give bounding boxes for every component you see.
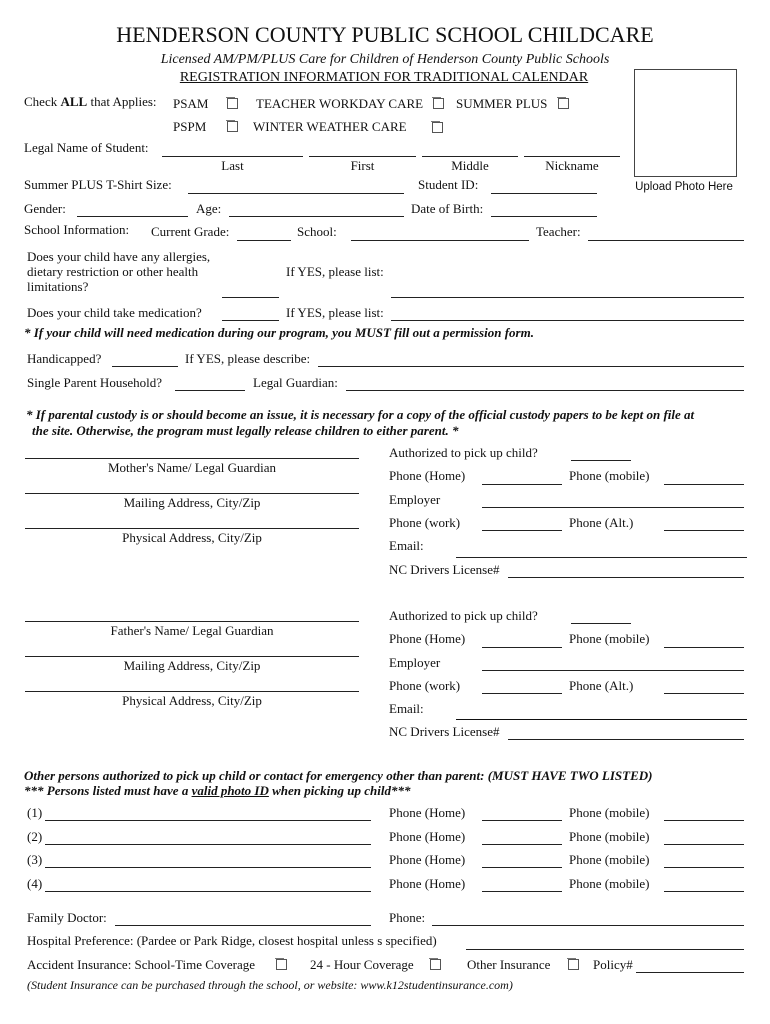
dob-field[interactable] (491, 216, 597, 217)
gender-field[interactable] (77, 216, 188, 217)
contact-phone-home-field[interactable] (482, 844, 562, 845)
student-id-field[interactable] (491, 193, 597, 194)
contact-name-field[interactable] (45, 820, 371, 821)
father-name-caption: Father's Name/ Legal Guardian (110, 623, 274, 638)
mother-phone-home-label: Phone (Home) (389, 468, 466, 483)
mother-physical-caption: Physical Address, City/Zip (122, 530, 262, 545)
mother-authorized-label: Authorized to pick up child? (389, 445, 538, 460)
contact-phone-home-label: Phone (Home) (389, 829, 466, 844)
contact-phone-home-label: Phone (Home) (389, 852, 466, 867)
custody-note-line1: * If parental custody is or should become an issue, it is necessary for a copy of the official custody papers to be kept on file at (26, 407, 695, 422)
winter-weather-checkbox[interactable] (432, 122, 443, 133)
family-doctor-field[interactable] (115, 925, 371, 926)
mother-phone-home-field[interactable] (482, 484, 562, 485)
doctor-phone-field[interactable] (432, 925, 744, 926)
medication-if-yes-label: If YES, please list: (286, 305, 384, 320)
father-license-label: NC Drivers License# (389, 724, 500, 739)
photo-upload-label[interactable]: Upload Photo Here (635, 181, 733, 193)
mother-mailing-caption: Mailing Address, City/Zip (123, 495, 261, 510)
mother-email-label: Email: (389, 538, 424, 553)
teacher-field[interactable] (588, 240, 744, 241)
mother-name-field[interactable] (25, 458, 359, 459)
mother-phone-work-field[interactable] (482, 530, 562, 531)
school-label: School: (297, 224, 337, 239)
last-name-field[interactable] (162, 156, 303, 157)
mother-employer-field[interactable] (482, 507, 744, 508)
legal-name-label: Legal Name of Student: (24, 140, 149, 155)
mother-phone-alt-field[interactable] (664, 530, 744, 531)
mother-physical-field[interactable] (25, 528, 359, 529)
current-grade-label: Current Grade: (151, 224, 230, 239)
father-phone-work-field[interactable] (482, 693, 562, 694)
contact-number: (1) (27, 805, 43, 820)
mother-phone-mobile-field[interactable] (664, 484, 744, 485)
dob-label: Date of Birth: (411, 201, 484, 216)
coverage-24-checkbox[interactable] (430, 959, 441, 970)
contact-phone-mobile-field[interactable] (664, 844, 744, 845)
contact-phone-mobile-label: Phone (mobile) (569, 876, 650, 891)
allergies-question-line1: Does your child have any allergies, (27, 249, 211, 264)
allergies-answer-field[interactable] (222, 297, 279, 298)
medication-question: Does your child take medication? (27, 305, 202, 320)
summer-plus-label: SUMMER PLUS (456, 96, 548, 111)
contact-phone-home-field[interactable] (482, 820, 562, 821)
policy-field[interactable] (636, 972, 744, 973)
mother-name-caption: Mother's Name/ Legal Guardian (107, 460, 277, 475)
last-caption: Last (221, 158, 244, 173)
first-caption: First (350, 158, 375, 173)
contact-number: (4) (27, 876, 43, 891)
mother-email-field[interactable] (456, 557, 747, 558)
father-mailing-field[interactable] (25, 656, 359, 657)
single-parent-label: Single Parent Household? (27, 375, 163, 390)
handicapped-describe-field[interactable] (318, 366, 744, 367)
age-label: Age: (196, 201, 222, 216)
summer-plus-checkbox[interactable] (558, 98, 569, 109)
father-phone-mobile-field[interactable] (664, 647, 744, 648)
psam-label: PSAM (173, 96, 209, 111)
father-email-field[interactable] (456, 719, 747, 720)
middle-name-field[interactable] (422, 156, 518, 157)
contact-name-field[interactable] (45, 867, 371, 868)
custody-note-line2: the site. Otherwise, the program must legally release children to either parent. * (32, 423, 459, 438)
photo-upload-box[interactable] (634, 69, 737, 177)
others-heading: Other persons authorized to pick up child or contact for emergency other than parent: (MUST HAVE TWO LISTED) (24, 768, 653, 783)
nickname-field[interactable] (524, 156, 620, 157)
contact-phone-home-field[interactable] (482, 867, 562, 868)
father-phone-alt-field[interactable] (664, 693, 744, 694)
contact-phone-mobile-field[interactable] (664, 891, 744, 892)
father-mailing-caption: Mailing Address, City/Zip (123, 658, 261, 673)
policy-label: Policy# (593, 957, 633, 972)
contact-phone-mobile-label: Phone (mobile) (569, 805, 650, 820)
mother-phone-mobile-label: Phone (mobile) (569, 468, 650, 483)
pspm-checkbox[interactable] (227, 121, 238, 132)
father-employer-field[interactable] (482, 670, 744, 671)
medication-list-field[interactable] (391, 320, 744, 321)
father-phone-mobile-label: Phone (mobile) (569, 631, 650, 646)
father-name-field[interactable] (25, 621, 359, 622)
psam-checkbox[interactable] (227, 98, 238, 109)
contact-phone-home-field[interactable] (482, 891, 562, 892)
father-email-label: Email: (389, 701, 424, 716)
handicapped-describe-label: If YES, please describe: (185, 351, 311, 366)
handicapped-field[interactable] (112, 366, 178, 367)
allergies-question-line2: dietary restriction or other health (27, 264, 199, 279)
nickname-caption: Nickname (545, 158, 599, 173)
contact-name-field[interactable] (45, 891, 371, 892)
accident-insurance-label: Accident Insurance: School-Time Coverage (27, 957, 256, 972)
mother-license-field[interactable] (508, 577, 744, 578)
contact-phone-mobile-label: Phone (mobile) (569, 829, 650, 844)
page-subtitle: Licensed AM/PM/PLUS Care for Children of Henderson County Public Schools (160, 52, 610, 67)
hospital-preference-label: Hospital Preference: (Pardee or Park Ridge, closest hospital unless s specified) (27, 933, 437, 948)
allergies-list-field[interactable] (391, 297, 744, 298)
mother-authorized-field[interactable] (571, 460, 631, 461)
mother-license-label: NC Drivers License# (389, 562, 500, 577)
father-employer-label: Employer (389, 655, 441, 670)
age-field[interactable] (229, 216, 404, 217)
tshirt-label: Summer PLUS T-Shirt Size: (24, 177, 172, 192)
gender-label: Gender: (24, 201, 66, 216)
hospital-preference-field[interactable] (466, 949, 744, 950)
father-phone-home-label: Phone (Home) (389, 631, 466, 646)
medication-answer-field[interactable] (222, 320, 279, 321)
photo-id-note: *** Persons listed must have a valid photo ID when picking up child*** (24, 783, 411, 798)
contact-phone-mobile-field[interactable] (664, 820, 744, 821)
mother-mailing-field[interactable] (25, 493, 359, 494)
winter-weather-label: WINTER WEATHER CARE (253, 119, 407, 134)
allergies-if-yes-label: If YES, please list: (286, 264, 384, 279)
legal-guardian-field[interactable] (346, 390, 744, 391)
tshirt-field[interactable] (188, 193, 404, 194)
father-phone-alt-label: Phone (Alt.) (569, 678, 634, 693)
doctor-phone-label: Phone: (389, 910, 426, 925)
father-authorized-label: Authorized to pick up child? (389, 608, 538, 623)
other-insurance-label: Other Insurance (467, 957, 551, 972)
contact-phone-mobile-field[interactable] (664, 867, 744, 868)
medication-note: * If your child will need medication during our program, you MUST fill out a permission form. (24, 325, 534, 340)
pspm-label: PSPM (173, 119, 207, 134)
teacher-label: Teacher: (536, 224, 581, 239)
contact-phone-home-label: Phone (Home) (389, 805, 466, 820)
first-name-field[interactable] (309, 156, 416, 157)
mother-phone-alt-label: Phone (Alt.) (569, 515, 634, 530)
single-parent-field[interactable] (175, 390, 245, 391)
family-doctor-label: Family Doctor: (27, 910, 107, 925)
teacher-workday-checkbox[interactable] (433, 98, 444, 109)
section-title: REGISTRATION INFORMATION FOR TRADITIONAL CALENDAR (179, 70, 589, 85)
father-phone-home-field[interactable] (482, 647, 562, 648)
contact-name-field[interactable] (45, 844, 371, 845)
middle-caption: Middle (451, 158, 489, 173)
current-grade-field[interactable] (237, 240, 291, 241)
check-all-label: Check ALL that Applies: (24, 94, 157, 109)
mother-phone-work-label: Phone (work) (389, 515, 461, 530)
contact-phone-mobile-label: Phone (mobile) (569, 852, 650, 867)
school-field[interactable] (351, 240, 529, 241)
father-authorized-field[interactable] (571, 623, 631, 624)
school-info-label: School Information: (24, 222, 130, 237)
handicapped-label: Handicapped? (27, 351, 102, 366)
insurance-note: (Student Insurance can be purchased through the school, or website: www.k12studentinsurance.com) (27, 978, 513, 992)
teacher-workday-label: TEACHER WORKDAY CARE (256, 96, 424, 111)
school-time-coverage-checkbox[interactable] (276, 959, 287, 970)
father-physical-caption: Physical Address, City/Zip (122, 693, 262, 708)
father-license-field[interactable] (508, 739, 744, 740)
contact-number: (2) (27, 829, 43, 844)
legal-guardian-label: Legal Guardian: (253, 375, 338, 390)
father-phone-work-label: Phone (work) (389, 678, 461, 693)
father-physical-field[interactable] (25, 691, 359, 692)
mother-employer-label: Employer (389, 492, 441, 507)
coverage-24-label: 24 - Hour Coverage (310, 957, 414, 972)
contact-number: (3) (27, 852, 43, 867)
contact-phone-home-label: Phone (Home) (389, 876, 466, 891)
student-id-label: Student ID: (418, 177, 479, 192)
page-title: HENDERSON COUNTY PUBLIC SCHOOL CHILDCARE (116, 22, 654, 47)
allergies-question-line3: limitations? (27, 279, 89, 294)
other-insurance-checkbox[interactable] (568, 959, 579, 970)
